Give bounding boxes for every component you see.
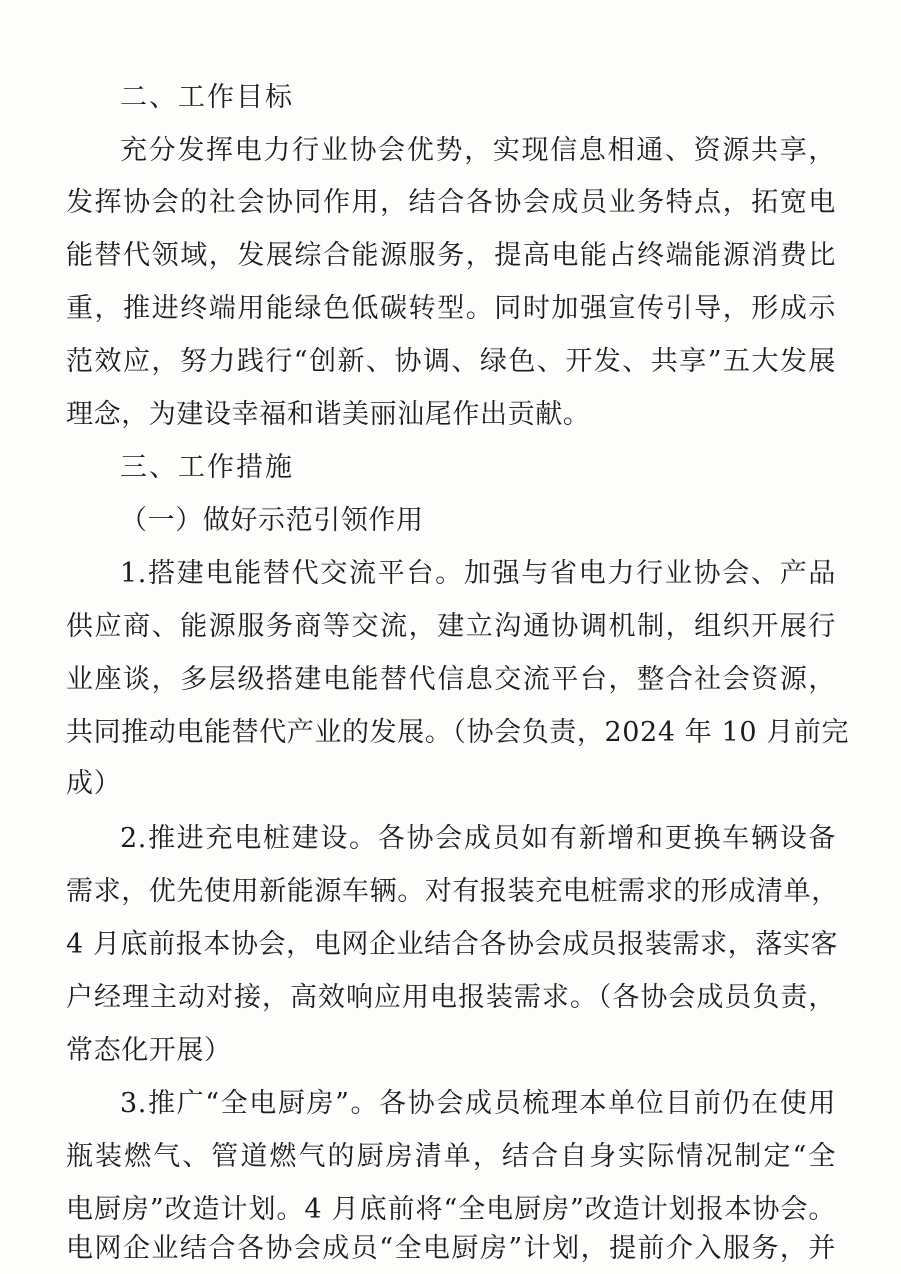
item-1-line: 成） xyxy=(66,768,122,799)
item-2-line: 2.推进充电桩建设。各协会成员如有新增和更换车辆设备 xyxy=(120,823,836,854)
item-1-line: 供应商、能源服务商等交流，建立沟通协调机制，组织开展行 xyxy=(66,611,836,642)
item-3-line: 电网企业结合各协会成员“全电厨房”计划，提前介入服务，并 xyxy=(66,1233,836,1264)
item-3-line: 3.推广“全电厨房”。各协会成员梳理本单位目前仍在使用 xyxy=(120,1088,836,1119)
section-2-title: 二、工作目标 xyxy=(120,82,294,113)
section-2-body-line: 发挥协会的社会协同作用，结合各协会成员业务特点，拓宽电 xyxy=(66,187,836,218)
section-2-body-line: 理念，为建设幸福和谐美丽汕尾作出贡献。 xyxy=(66,399,591,430)
section-2-body-line: 范效应，努力践行“创新、协调、绿色、开发、共享”五大发展 xyxy=(66,346,836,377)
section-2-body-line: 重，推进终端用能绿色低碳转型。同时加强宣传引导，形成示 xyxy=(66,293,836,324)
subsection-1-title: （一）做好示范引领作用 xyxy=(120,505,424,536)
item-1-line: 1.搭建电能替代交流平台。加强与省电力行业协会、产品 xyxy=(120,558,836,589)
item-1-line: 共同推动电能替代产业的发展。（协会负责，2024 年 10 月前完 xyxy=(66,717,850,748)
section-2-body-line: 充分发挥电力行业协会优势，实现信息相通、资源共享， xyxy=(120,135,836,166)
item-2-line: 户经理主动对接，高效响应用电报装需求。（各协会成员负责， xyxy=(66,982,836,1013)
item-2-line: 4 月底前报本协会，电网企业结合各协会成员报装需求，落实客 xyxy=(66,929,839,960)
section-2-body-line: 能替代领域，发展综合能源服务，提高电能占终端能源消费比 xyxy=(66,240,836,271)
section-3-title: 三、工作措施 xyxy=(120,452,294,483)
item-2-line: 常态化开展） xyxy=(66,1035,232,1066)
item-1-line: 业座谈，多层级搭建电能替代信息交流平台，整合社会资源， xyxy=(66,664,836,695)
item-3-line: 电厨房”改造计划。4 月底前将“全电厨房”改造计划报本协会。 xyxy=(66,1194,836,1225)
item-2-line: 需求，优先使用新能源车辆。对有报装充电桩需求的形成清单， xyxy=(66,876,839,907)
item-3-line: 瓶装燃气、管道燃气的厨房清单，结合自身实际情况制定“全 xyxy=(66,1141,836,1172)
